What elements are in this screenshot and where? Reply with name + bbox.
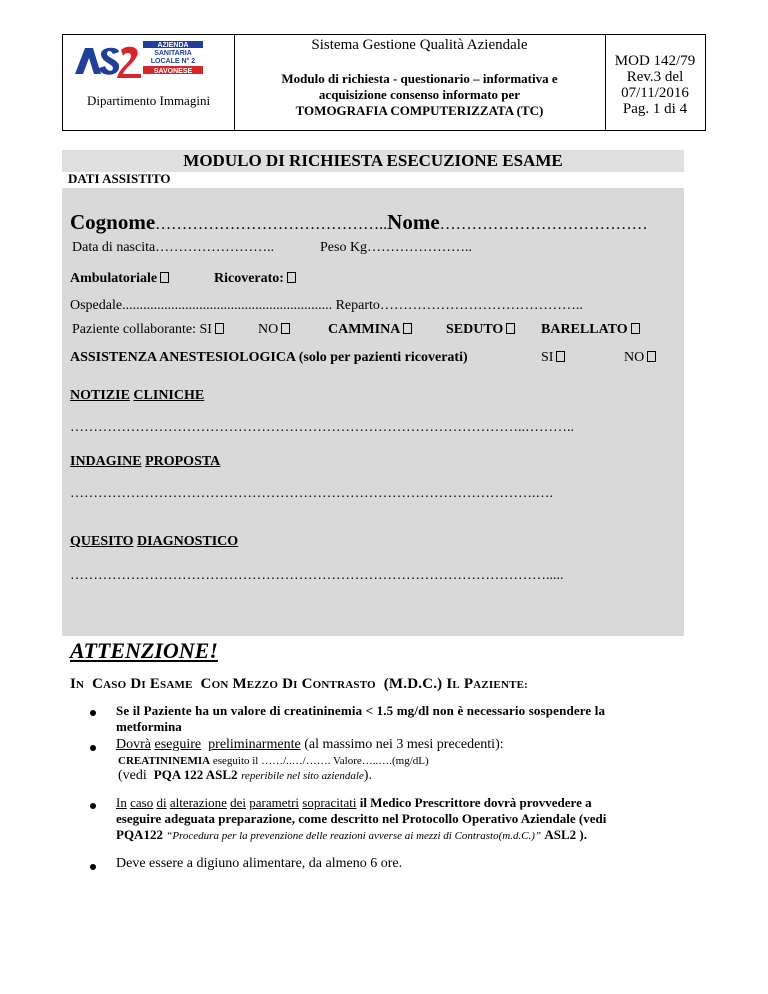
bullet-3-line-1: In caso di alterazione dei parametri sopracitati il Medico Prescrittore dovrà provvedere a xyxy=(116,795,592,810)
ospedale-reparto-field[interactable]: Ospedale............................................................ Reparto…………………………………….. xyxy=(70,298,583,313)
header-table xyxy=(62,34,706,131)
bullet-icon xyxy=(90,710,96,716)
patient-form xyxy=(62,188,684,636)
notizie-word: NOTIZIE xyxy=(70,388,130,403)
quesito-diagnostico-field[interactable]: …………………………………………………………………………………………..... xyxy=(70,568,564,583)
module-title-line-1: Modulo di richiesta - questionario – informativa e xyxy=(281,71,558,86)
collaborante-si-checkbox[interactable] xyxy=(215,323,224,334)
creatininemia-field[interactable]: CREATININEMIA eseguito il ……/..…/……. Valore…..….(mg/dL) xyxy=(118,755,429,767)
module-title xyxy=(242,71,597,119)
bullet-creatininemia: Dovrà eseguire preliminarmente (al massimo nei 3 mesi precedenti): xyxy=(116,737,504,752)
collaborante-no-option[interactable] xyxy=(258,322,290,338)
assistenza-no-checkbox[interactable] xyxy=(647,351,656,362)
quesito-word: QUESITO xyxy=(70,534,134,549)
bullet-3-line-3: PQA122 “Procedura per la prevenzione delle reazioni avverse ai mezzi di Contrasto(m.d.C.)” ASL2 ). xyxy=(116,827,587,842)
module-revision: Rev.3 del xyxy=(626,69,684,85)
bullet-icon xyxy=(90,745,96,751)
diagnostico-word: DIAGNOSTICO xyxy=(137,534,239,549)
collaborante-no-checkbox[interactable] xyxy=(281,323,290,334)
department-label: Dipartimento Immagini xyxy=(86,93,211,108)
assistenza-si-checkbox[interactable] xyxy=(556,351,565,362)
ricoverato-option[interactable] xyxy=(214,271,296,287)
ricoverato-label: Ricoverato: xyxy=(214,271,284,286)
notizie-cliniche-label xyxy=(70,388,204,404)
assistenza-si-option[interactable] xyxy=(541,350,565,366)
bullet-digiuno: Deve essere a digiuno alimentare, da almeno 6 ore. xyxy=(116,856,403,871)
header-info-cell xyxy=(605,35,705,130)
module-title-line-3: TOMOGRAFIA COMPUTERIZZATA (TC) xyxy=(295,103,544,118)
module-title-line-2: acquisizione consenso informato per xyxy=(318,87,521,102)
seduto-checkbox[interactable] xyxy=(506,323,515,334)
collaborante-label: Paziente collaborante: SI xyxy=(72,322,212,337)
bullet-icon xyxy=(90,864,96,870)
bullet-alterazione xyxy=(116,795,686,844)
bullet-1-line-1: Se il Paziente ha un valore di creatininemia < 1.5 mg/dl non è necessario sospendere la xyxy=(116,703,606,718)
indagine-proposta-label xyxy=(70,454,220,470)
barellato-option[interactable] xyxy=(541,322,640,338)
cognome-label: Cognome xyxy=(70,210,156,234)
logo-text-2: SANITARIA xyxy=(154,50,192,57)
ambulatoriale-option[interactable] xyxy=(70,271,169,287)
proposta-word: PROPOSTA xyxy=(145,454,221,469)
no-label: NO xyxy=(258,322,279,337)
cammina-option[interactable] xyxy=(328,322,412,338)
seduto-label: SEDUTO xyxy=(446,322,504,337)
header-logo-cell xyxy=(63,35,234,130)
contrast-heading: IN CASO DI ESAME CON MEZZO DI CONTRASTO (M.D.C.) IL PAZIENTE: xyxy=(70,676,529,692)
barellato-checkbox[interactable] xyxy=(631,323,640,334)
assistenza-label: ASSISTENZA ANESTESIOLOGICA (solo per pazienti ricoverati) xyxy=(70,350,468,365)
cammina-checkbox[interactable] xyxy=(403,323,412,334)
section-title: MODULO DI RICHIESTA ESECUZIONE ESAME xyxy=(62,150,684,172)
seduto-option[interactable] xyxy=(446,322,515,338)
module-date: 07/11/2016 xyxy=(621,85,689,101)
ambulatoriale-label: Ambulatoriale xyxy=(70,271,158,286)
indagine-word: INDAGINE xyxy=(70,454,142,469)
collaborante-option[interactable] xyxy=(72,322,224,338)
cliniche-word: CLINICHE xyxy=(133,388,205,403)
cognome-field[interactable]: …………………………………….. xyxy=(155,216,388,233)
dati-assistito-label: DATI ASSISTITO xyxy=(68,171,171,186)
barellato-label: BARELLATO xyxy=(541,322,628,337)
bullet-3-line-2: eseguire adeguata preparazione, come descritto nel Protocollo Operativo Aziendale (vedi xyxy=(116,811,607,826)
ricoverato-checkbox[interactable] xyxy=(287,272,296,283)
bullet-metformina xyxy=(116,703,686,735)
ambulatoriale-checkbox[interactable] xyxy=(160,272,169,283)
logo-text-1: AZIENDA xyxy=(157,42,189,49)
module-code: MOD 142/79 xyxy=(614,53,696,69)
weight-field[interactable]: Peso Kg………………….. xyxy=(320,240,473,255)
quality-system-label: Sistema Gestione Qualità Aziendale xyxy=(311,37,528,53)
assistenza-no-option[interactable] xyxy=(624,350,656,366)
notizie-cliniche-field[interactable]: ……………………………………………………………………………………..……….. xyxy=(70,420,574,435)
header-title-cell xyxy=(234,35,605,130)
quesito-diagnostico-label xyxy=(70,534,238,550)
no-label-2: NO xyxy=(624,350,645,365)
logo-text-4: SAVONESE xyxy=(153,68,193,75)
name-row xyxy=(70,210,648,235)
asl2-logo xyxy=(71,40,211,80)
indagine-proposta-field[interactable]: ……………………………………………………………………………………….…. xyxy=(70,486,553,501)
birthdate-field[interactable]: Data di nascita…………………….. xyxy=(72,240,275,255)
attenzione-heading: ATTENZIONE! xyxy=(70,638,218,663)
nome-field[interactable]: ………………………………… xyxy=(439,216,648,233)
page-number: Pag. 1 di 4 xyxy=(622,101,688,117)
module-info xyxy=(605,53,705,117)
logo-text-3: LOCALE N° 2 xyxy=(150,58,196,65)
nome-label: Nome xyxy=(387,210,440,234)
bullet-1-line-2: metformina xyxy=(116,719,182,734)
si-label: SI xyxy=(541,350,554,365)
pqa-reference: (vedi PQA 122 ASL2 reperibile nel sito aziendale). xyxy=(118,767,372,783)
cammina-label: CAMMINA xyxy=(328,322,401,337)
bullet-icon xyxy=(90,803,96,809)
